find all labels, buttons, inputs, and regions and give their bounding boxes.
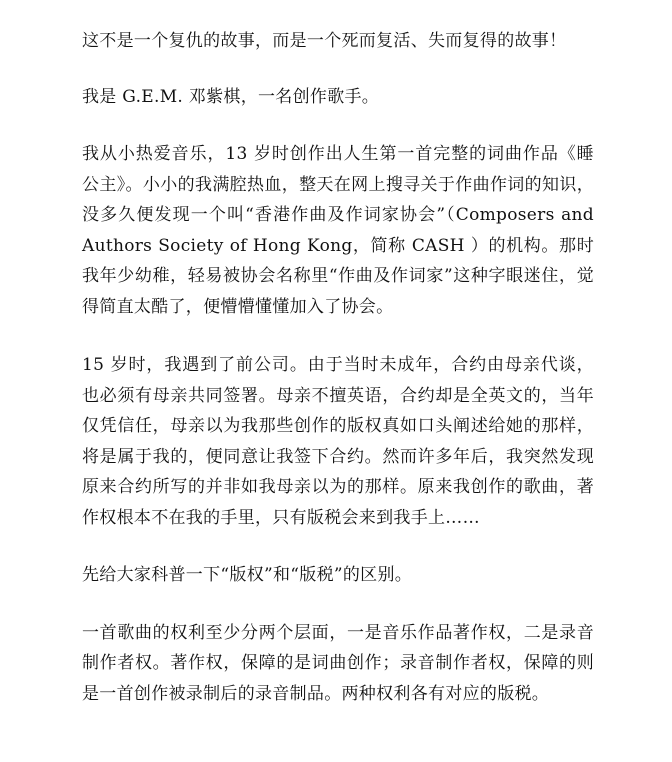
paragraph-former-company-contract: 15 岁时，我遇到了前公司。由于当时未成年，合约由母亲代谈，也必须有母亲共同签署。母亲不擅英语，合约却是全英文的，当年仅凭信任，母亲以为我那些创作的版权真如口头阐述给她的那样，将是属于我的，便同意让我签下合约。然而许多年后，我突然发现原来合约所写的并非如我母亲以为的那样。原来我创作的歌曲，著作权根本不在我的手里，只有版税会来到我手上…… bbox=[82, 355, 594, 528]
paragraph-copyright-vs-royalty: 先给大家科普一下“版权”和“版税”的区别。 bbox=[82, 565, 413, 585]
paragraph-self-introduction: 我是 G.E.M. 邓紫棋，一名创作歌手。 bbox=[82, 86, 380, 107]
paragraph-childhood-music: 我从小热爱音乐，13 岁时创作出人生第一首完整的词曲作品《睡公主》。小小的我满腔热血，整天在网上搜寻关于作曲作词的知识，没多久便发现一个叫“香港作曲及作词家协会”（Composers and Authors Society of Hong Kong，简称 CASH ）的机构。那时我年少幼稚，轻易被协会名称里“作曲及作词家”这种字眼迷住，觉得简直太酷了，便懵懵懂懂加入了协会。 bbox=[82, 144, 594, 317]
paragraph-intro: 这不是一个复仇的故事，而是一个死而复活、失而复得的故事！ bbox=[82, 31, 567, 51]
paragraph-rights-explanation: 一首歌曲的权利至少分两个层面，一是音乐作品著作权，二是录音制作者权。著作权，保障的是词曲创作；录音制作者权，保障的则是一首创作被录制后的录音制品。两种权利各有对应的版税。 bbox=[82, 622, 594, 704]
